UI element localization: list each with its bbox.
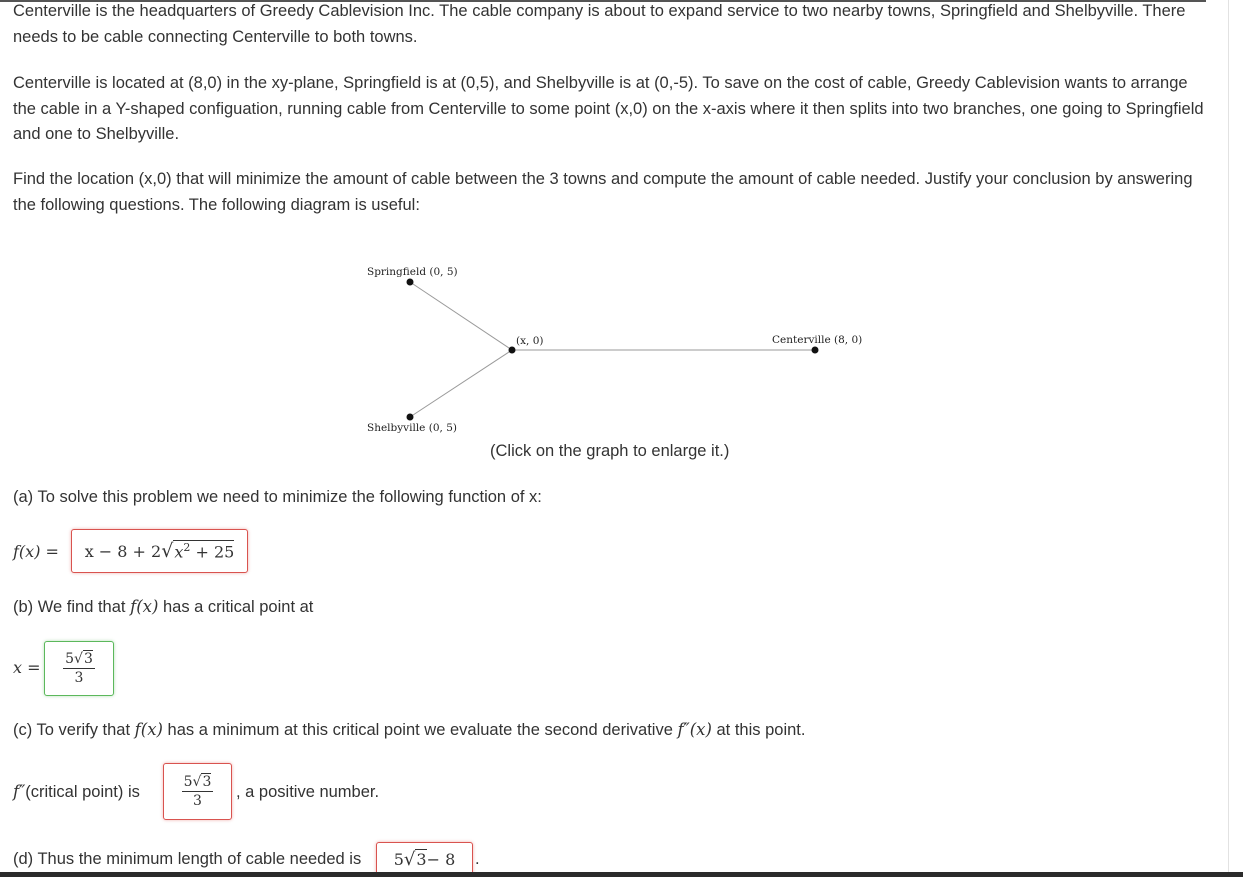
part-d-sqrt-icon: √: [403, 848, 416, 870]
junction-dot: [509, 347, 516, 354]
part-a-answer-radicand: x: [174, 542, 184, 562]
part-c-sqrt-icon: √: [192, 774, 202, 790]
part-b-sqrt-icon: √: [74, 651, 83, 667]
part-d-answer-input[interactable]: 5 √ 3 − 8: [376, 842, 473, 876]
part-a-sqrt-icon: √: [161, 540, 174, 562]
part-a-answer-prefix: x − 8 + 2: [84, 541, 162, 561]
springfield-dot: [407, 279, 414, 286]
part-b-answer-fraction: $\frac{5√3}{3}$: [65, 651, 93, 686]
part-b-answer-input[interactable]: [44, 641, 114, 696]
problem-paragraph-3: Find the location (x,0) that will minimize the amount of cable between the 3 towns and compute the amount of cable needed. Justify your conclusion by answering the following questions. The following diagram is useful:: [13, 170, 1193, 214]
centerville-label: Centerville (8, 0): [772, 334, 863, 346]
part-b-text: (b) We find that f(x) has a critical point at: [13, 597, 314, 616]
shelbyville-label: Shelbyville (0, 5): [367, 422, 457, 434]
part-a-answer-rest: + 25: [190, 542, 235, 562]
right-border: [1228, 0, 1229, 877]
diagram-caption: (Click on the graph to enlarge it.): [490, 442, 730, 460]
part-a-text: (a) To solve this problem we need to minimize the following function of x:: [13, 488, 542, 506]
part-c-suffix: , a positive number.: [236, 783, 380, 801]
part-a-fx-label: f(x) =: [13, 542, 59, 561]
part-d-text: (d) Thus the minimum length of cable needed is: [13, 850, 362, 868]
centerville-dot: [812, 347, 819, 354]
part-c-label: f″(critical point) is: [13, 782, 140, 801]
cable-springfield-branch: [410, 282, 512, 350]
part-c-answer-fraction: $\frac{5√3}{3}$: [183, 774, 212, 809]
problem-paragraph-2: Centerville is located at (8,0) in the xy-plane, Springfield is at (0,5), and Shelbyville is at (0,-5). To save on the cost of cable, Greedy Cablevision wants to arrange the cable in a Y-shaped configuation, running cable from Centerville to some point (x,0) on the x-axis where it then splits into two branches, one going to Springfield and one to Shelbyville.: [13, 74, 1204, 143]
cable-diagram[interactable]: [355, 255, 875, 445]
part-c-text: (c) To verify that f(x) has a minimum at this critical point we evaluate the second derivative f″(x) at this point.: [13, 720, 806, 739]
problem-paragraph-1: Centerville is the headquarters of Greedy Cablevision Inc. The cable company is about to expand service to two nearby towns, Springfield and Shelbyville. There needs to be cable connecting Centerville to both towns.: [13, 2, 1186, 46]
part-a-answer-exp: 2: [183, 541, 191, 555]
shelbyville-dot: [407, 414, 414, 421]
part-b-x-label: x =: [13, 658, 41, 677]
cable-shelbyville-branch: [410, 350, 512, 417]
junction-label: (x, 0): [516, 335, 544, 347]
part-c-answer-input[interactable]: [163, 763, 232, 820]
bottom-border: [0, 872, 1243, 877]
part-d-period: .: [475, 850, 480, 868]
springfield-label: Springfield (0, 5): [367, 266, 458, 278]
part-a-answer-input[interactable]: [71, 529, 248, 573]
